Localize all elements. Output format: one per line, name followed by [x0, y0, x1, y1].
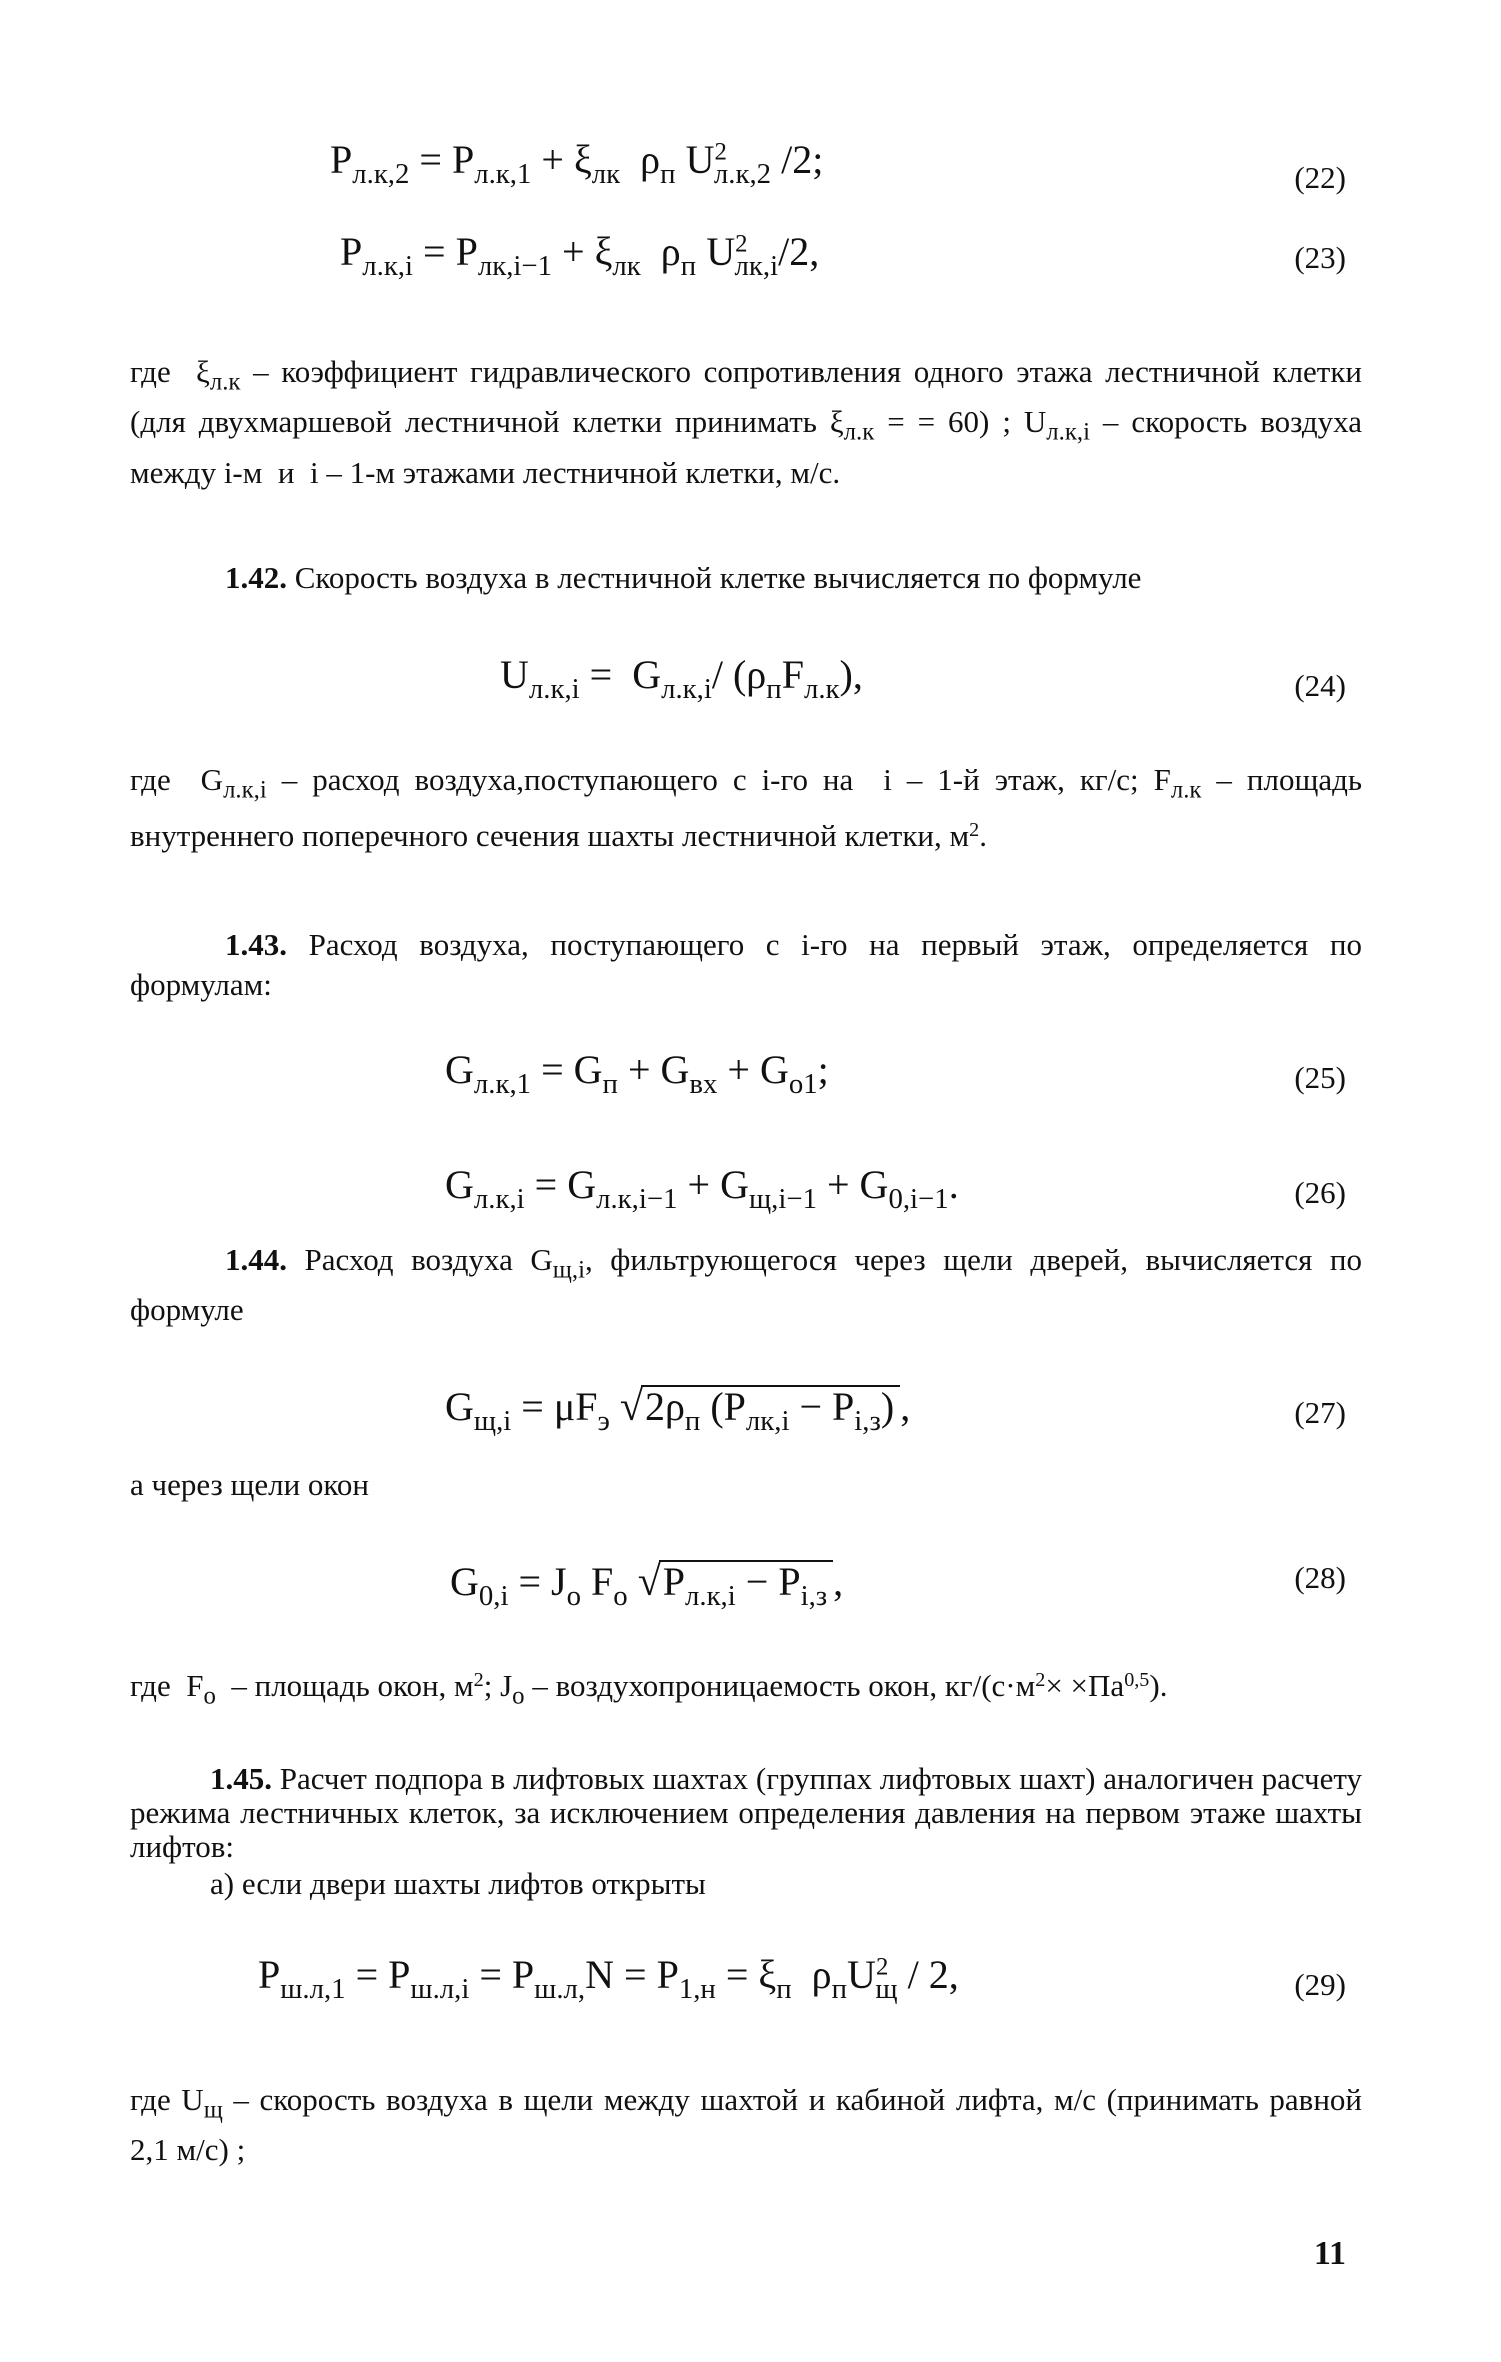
equation-27: $G_{щ,i} = \mu F_э$ $√2\rho_п$ $(P_{лк,i} - P_{i,з})$ , — [445, 1384, 911, 1438]
equation-number-29: (29) — [1294, 1967, 1346, 2002]
equation-number-23: (23) — [1294, 240, 1346, 275]
paragraph-1-42-text: Скорость воздуха в лестничной клетке вычисляется по формуле — [294, 560, 1142, 595]
paragraph-doors-open: а) если двери шахты лифтов открыты — [210, 1866, 706, 1901]
equation-28: $G_{0,i} = J_о$ $F_о$ $√P_{л.к,i} - P_{i,з}$ , — [450, 1559, 844, 1613]
equation-number-26: (26) — [1294, 1175, 1346, 1210]
equation-25: $G_{л.к,1} = G_п + G_{вх} + G_{о1}$; — [445, 1047, 829, 1101]
section-number-1-44: 1.44. — [225, 1242, 287, 1277]
paragraph-windows: а через щели окон — [130, 1467, 370, 1502]
paragraph-air-flow-definition: где $G_{л.к,i}$ – расход воздуха,поступающего с i-го на i – 1-й этаж, кг/с; $F_{л.к}$ – площадь внутреннего поперечного сечения шахты лестничной клетки, $м^2$. — [130, 762, 1363, 854]
equation-number-25: (25) — [1294, 1060, 1346, 1095]
paragraph-1-43-text: Расход воздуха, поступающего с i-го на первый этаж, определяется по формулам: — [130, 927, 1362, 1002]
equation-29: $P_{ш.л,1} = P_{ш.л,i} = P_{ш.л,}N = P_{1,н} = \xi_п$ $\rho_пU^2_щ / 2$, — [258, 1952, 959, 2006]
paragraph-1-45-text: Расчет подпора в лифтовых шахтах (группах лифтовых шахт) аналогичен расчету режима лестничных клеток, за исключением определения давления на первом этаже шахты лифтов: — [130, 1761, 1362, 1864]
paragraph-window-permeability: где $F_о$ – площадь окон, $м^2$; $J_о$ – воздухопроницаемость окон, $кг/(с\cdot м^2\times \times Па^{0,5})$. — [130, 1668, 1168, 1710]
equation-number-28: (28) — [1294, 1560, 1346, 1595]
equation-26: $G_{л.к,i} = G_{л.к,i-1} + G_{щ,i-1} + G_{0,i-1}$. — [445, 1162, 959, 1216]
page-number: 11 — [1313, 2235, 1346, 2272]
section-number-1-42: 1.42. — [225, 560, 287, 595]
equation-23: $P_{л.к,i} = P_{лк,i-1} + \xi_{лк}$ $\rho_п$ $U^2_{лк,i}/2$, — [340, 229, 820, 283]
equation-number-24: (24) — [1294, 668, 1346, 703]
equation-24: $U_{л.к,i} = G_{л.к,i}/$ $(\rho_пF_{л.к})$, — [500, 652, 863, 706]
equation-number-27: (27) — [1294, 1395, 1346, 1430]
equation-number-22: (22) — [1294, 160, 1346, 195]
paragraph-stairwell-resistance: где $\xi_{л.к}$ – коэффициент гидравлического сопротивления одного этажа лестничной клетки (для двухмаршевой лестничной клетки принимать $\xi_{л.к}$ = = 60) ; $U_{л.к,i}$ – скорость воздуха между i-м и i – 1-м этажами лестничной клетки, м/с. — [130, 354, 1362, 490]
section-number-1-45: 1.45. — [210, 1761, 272, 1796]
paragraph-1-45 — [130, 1762, 1362, 1864]
equation-22: $P_{л.к,2} = P_{л.к,1} + \xi_{лк}$ $\rho_п$ $U^2_{л.к,2}$ /2; — [330, 137, 824, 191]
paragraph-1-44: 1.44. Расход воздуха $G_{щ,i}$, фильтрующегося через щели дверей, вычисляется по формуле — [130, 1242, 1363, 1328]
paragraph-gap-velocity: где $U_щ$ – скорость воздуха в щели между шахтой и кабиной лифта, м/с (принимать равной 2,1 м/с) ; — [130, 2082, 1362, 2168]
paragraph-1-42 — [130, 558, 1362, 598]
section-number-1-43: 1.43. — [225, 927, 287, 962]
paragraph-1-43 — [130, 925, 1362, 1005]
